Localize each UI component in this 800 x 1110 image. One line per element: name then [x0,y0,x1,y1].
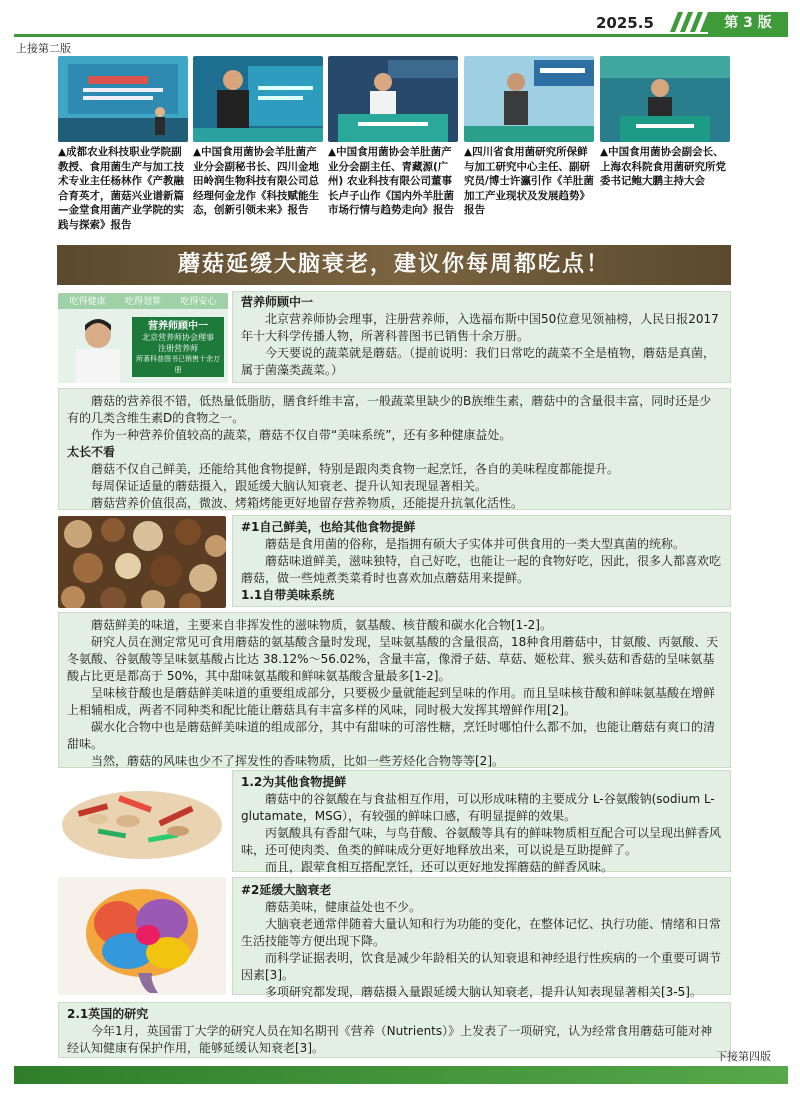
section2-p1: 蘑菇美味，健康益处也不少。 [265,900,422,914]
footer-band [14,1066,788,1084]
photo-caption-5: ▲中国食用菌协会副会长、上海农科院食用菌研究所党委书记鲍大鹏主持大会 [600,146,726,187]
flavor-p3: 呈味核苷酸也是蘑菇鲜美味道的重要组成部分，只要极少量就能起到呈味的作用。而且呈味核苷酸和鲜味氨基酸在增鲜上相辅相成，两者不同种类和配比能让蘑菇具有丰富多样的风味，同时极大发挥其增鲜作用[2]。 [67,686,716,717]
brain-image [58,877,226,995]
flavor-p5: 当然，蘑菇的风味也少不了挥发性的香味物质，比如一些芳烃化合物等等[2]。 [91,754,505,768]
portrait-line-1: 北京营养师协会理事 [142,333,214,342]
article-title: 蘑菇延缓大脑衰老，建议你每周都吃点！ [57,245,731,285]
author-box [232,291,731,383]
author-portrait [58,293,228,383]
flavor-p1: 蘑菇鲜美的味道，主要来自非挥发性的滋味物质，氨基酸、核苷酸和碳水化合物[1-2]。 [91,618,552,632]
section2-p2: 大脑衰老通常伴随着大量认知和行为功能的变化，在整体记忆、执行功能、情绪和日常生活技能等方便出现下降。 [241,917,722,948]
section2-p4: 多项研究都发现，蘑菇摄入量跟延缓大脑认知衰老，提升认知表现显著相关[3-5]。 [265,985,702,999]
section1-heading: #1自己鲜美，也给其他食物提鲜 [241,520,416,534]
portrait-tag-2: 吃得划算 [124,297,161,307]
stirfry-image [58,773,226,871]
continued-to-note: 下接第四版 [716,1050,771,1063]
nutrition-p1: 蘑菇的营养很不错，低热量低脂肪，膳食纤维丰富，一般蔬菜里缺少的B族维生素，蘑菇中的含量很丰富，同时还是少有的几类含维生素D的食物之一。 [67,394,712,425]
section21-p1: 今年1月，英国雷丁大学的研究人员在知名期刊《营养（Nutrients）》上发表了一项研究，认为经常食用蘑菇可能对神经认知健康有保护作用，能够延缓认知衰老[3]。 [67,1024,713,1055]
section12-p3: 而且，跟荤食相互搭配烹饪，还可以更好地发挥蘑菇的鲜香风味。 [265,860,614,874]
flavor-p2: 研究人员在测定常见可食用蘑菇的氨基酸含量时发现，呈味氨基酸的含量很高，18种食用蘑菇中，甘氨酸、丙氨酸、天冬氨酸、谷氨酸等呈味氨基酸占比达 38.12%～56.02%，含量丰富，像滑子菇、草菇、姬松茸、猴头菇和香菇的呈味氨基酸占比更是都高于 50%，其中甜味氨基酸和鲜味氨基酸含量最多[1-2]。 [67,635,719,683]
section1-subheading: 1.1自带美味系统 [241,588,335,602]
header-stripes [664,12,708,32]
photo-speaker-4 [464,56,594,142]
photo-caption-4: ▲四川省食用菌研究所保鲜与加工研究中心主任、副研究员/博士许瀛引作《羊肚菌加工产业现状及发展趋势》报告 [464,146,594,216]
section1-box [232,515,731,607]
edition-badge: 第 3 版 [708,12,788,34]
section1-p2: 蘑菇味道鲜美，滋味独特，自己好吃，也能让一起的食物好吃，因此，很多人都喜欢吃蘑菇，做一些炖煮类菜肴时也喜欢加点蘑菇用来提鲜。 [241,554,722,585]
photo-speaker-3 [328,56,458,142]
photo-speaker-1 [58,56,188,142]
photo-caption-3: ▲中国食用菌协会羊肚菌产业分会副主任、青藏源(广州) 农业科技有限公司董事长卢子山作《国内外羊肚菌市场行情与趋势走向》报告 [328,146,454,216]
portrait-line-3: 所著科普图书已销售十余万册 [136,355,220,374]
section12-p1: 蘑菇中的谷氨酸在与食盐相互作用，可以形成味精的主要成分 L-谷氨酸钠(sodium L-glutamate，MSG），有较强的鲜味口感，有明显提鲜的效果。 [241,792,715,823]
section2-box [232,877,731,999]
continued-from-note: 上接第二版 [16,42,71,55]
photo-caption-2: ▲中国食用菌协会羊肚菌产业分会副秘书长、四川金地田岭润生物科技有限公司总经理何金龙作《科技赋能生态，创新引领未来》报告 [193,146,319,216]
mushrooms-image [58,516,226,608]
portrait-tag-1: 吃得健康 [69,297,106,307]
tldr-heading: 太长不看 [67,445,116,459]
issue-date: 2025.5 [596,14,654,32]
section2-p3: 而科学证据表明，饮食是减少年龄相关的认知衰退和神经退行性疾病的一个重要可调节因素[3]。 [241,951,722,982]
photo-speaker-2 [193,56,323,142]
section12-box [232,770,731,872]
flavor-p4: 碳水化合物中也是蘑菇鲜美味道的组成部分，其中有甜味的可溶性糖，烹饪时哪怕什么都不加，也能让蘑菇有爽口的清甜味。 [67,720,716,751]
section21-box [58,1002,731,1058]
author-bio: 北京营养师协会理事，注册营养师，入选福布斯中国50位意见领袖榜，人民日报2017年十大科学传播人物，所著科普图书已销售十余万册。 [241,312,719,343]
tldr-p2: 每周保证适量的蘑菇摄入，跟延缓大脑认知衰老、提升认知表现显著相关。 [91,479,488,493]
author-name: 营养师顾中一 [241,295,314,309]
nutrition-box [58,388,731,510]
portrait-tag-3: 吃得安心 [180,297,217,307]
section12-heading: 1.2为其他食物提鲜 [241,775,347,789]
author-intro: 今天要说的蔬菜就是蘑菇。（提前说明：我们日常吃的蔬菜不全是植物，蘑菇是真菌，属于菌藻类蔬菜。） [241,346,716,377]
tldr-p3: 蘑菇营养价值很高，微波、烤箱烤能更好地留存营养物质，还能提升抗氧化活性。 [91,496,524,510]
portrait-title: 营养师顾中一 [148,321,208,332]
tldr-p1: 蘑菇不仅自己鲜美，还能给其他食物提鲜，特别是跟肉类食物一起烹饪，各自的美味程度都能提升。 [91,462,620,476]
nutrition-p2: 作为一种营养价值较高的蔬菜，蘑菇不仅自带“美味系统”，还有多种健康益处。 [91,428,512,442]
photo-speaker-5 [600,56,730,142]
photo-caption-1: ▲成都农业科技职业学院副教授、食用菌生产与加工技术专业主任杨林作《产教融合育英才，菌菇兴业谱新篇—金堂食用菌产业学院的实践与探索》报告 [58,146,184,231]
section2-heading: #2延缓大脑衰老 [241,883,332,897]
portrait-line-2: 注册营养师 [158,344,198,353]
flavor-box [58,612,731,768]
section1-p1: 蘑菇是食用菌的俗称，是指拥有硕大子实体并可供食用的一类大型真菌的统称。 [265,537,686,551]
header-rule [14,34,788,37]
section12-p2: 丙氨酸具有香甜气味，与鸟苷酸、谷氨酸等具有的鲜味物质相互配合可以呈现出鲜香风味，还可使肉类、鱼类的鲜味成分更好地释放出来，可以说是互助提鲜了。 [241,826,722,857]
section21-heading: 2.1英国的研究 [67,1007,149,1021]
